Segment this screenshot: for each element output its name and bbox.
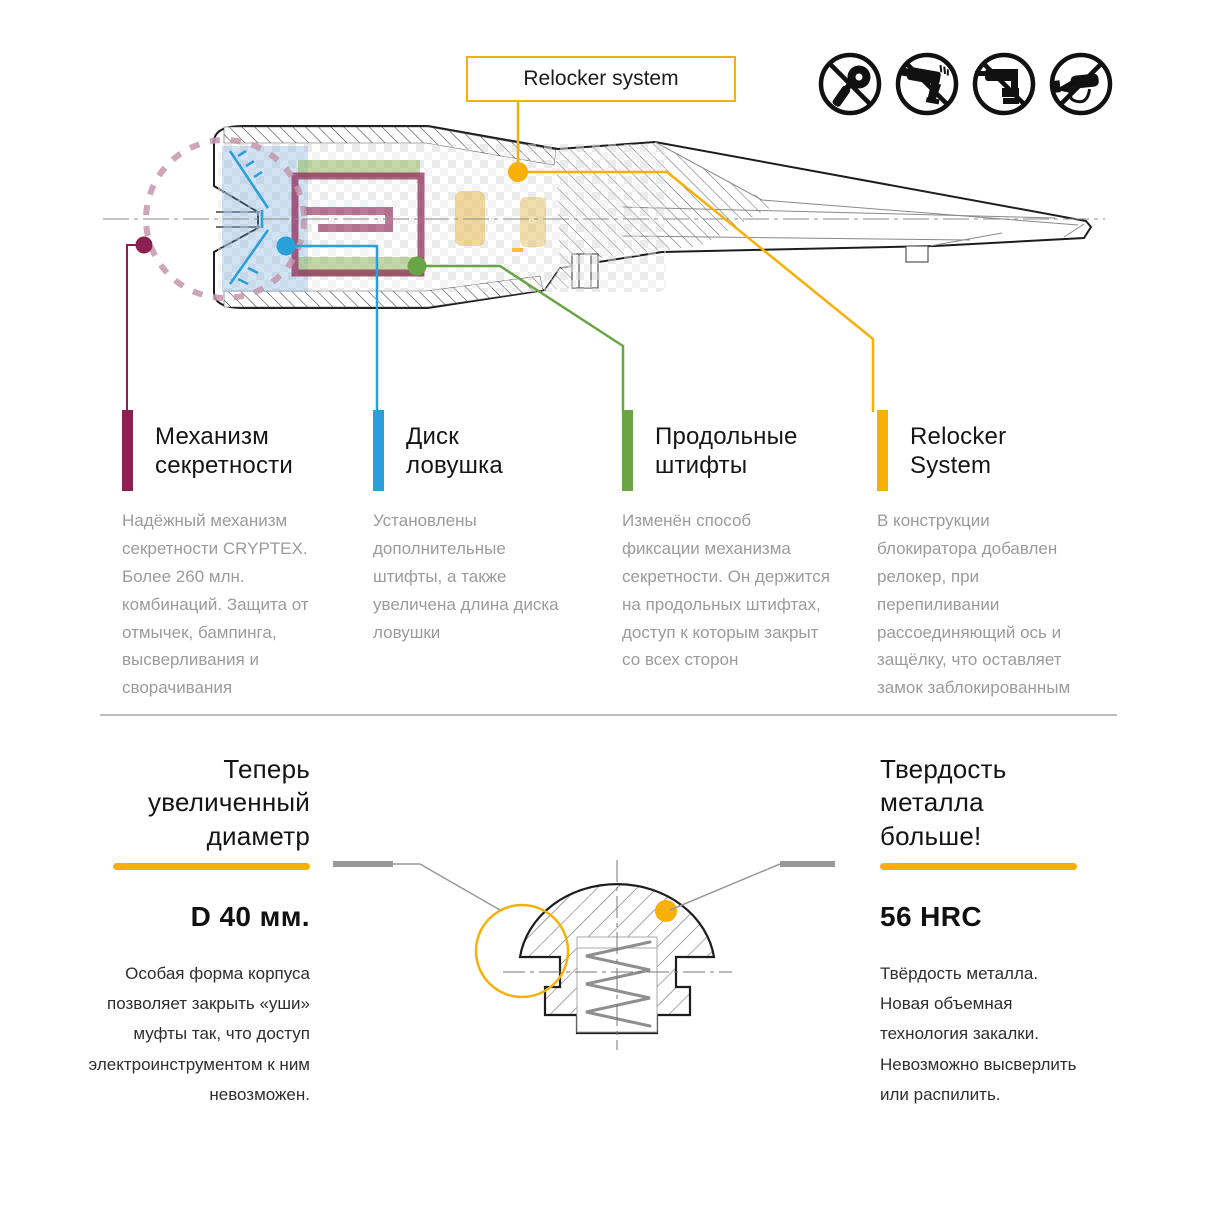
- column-text: Изменён способ фиксации механизма секретности. Он держится на продольных штифтах, доступ к которым закрыт со всех сторон: [622, 511, 830, 670]
- feature-metal-hardness: [880, 753, 1120, 1110]
- feature-column-relocker-system: [877, 410, 1093, 702]
- feature-value: D 40 мм.: [190, 900, 310, 932]
- feature-column-longitudinal-pins: [622, 410, 830, 674]
- yellow-rule: [113, 863, 310, 870]
- no-die-grinder-icon: [816, 50, 884, 118]
- yellow-rule: [880, 863, 1077, 870]
- column-text: В конструкции блокиратора добавлен релокер, при перепиливании рассоединяющий ось и защёлку, что оставляет замок заблокированным: [877, 511, 1071, 698]
- color-bar-maroon: [122, 410, 133, 491]
- column-title: Диск ловушка: [406, 423, 503, 480]
- section-divider: [100, 714, 1117, 716]
- column-title: Продольные штифты: [655, 423, 798, 480]
- hardness-dot: [655, 900, 677, 922]
- no-angle-grinder-icon: [1047, 50, 1115, 118]
- no-hammer-drill-icon: [970, 50, 1038, 118]
- prohibition-icons-row: [816, 50, 1115, 118]
- relocker-system-callout: [466, 56, 736, 102]
- relocker-system-callout-label: Relocker system: [523, 67, 679, 90]
- column-title: Relocker System: [910, 423, 1007, 480]
- feature-increased-diameter: [70, 753, 310, 1110]
- color-bar-green: [622, 410, 633, 491]
- color-bar-blue: [373, 410, 384, 491]
- feature-value: 56 HRC: [880, 900, 982, 932]
- feature-text: Особая форма корпуса позволяет закрыть «уши» муфты так, что доступ электроинструментом к ним невозможен.: [88, 963, 310, 1104]
- no-drill-icon: [893, 50, 961, 118]
- column-title: Механизм секретности: [155, 423, 293, 480]
- column-text: Установлены дополнительные штифты, а также увеличена длина диска ловушки: [373, 511, 559, 642]
- feature-title: Теперь увеличенный диаметр: [148, 754, 310, 851]
- feature-text: Твёрдость металла. Новая объемная технология закалки. Невозможно высверлить или распилить.: [880, 963, 1077, 1104]
- column-text: Надёжный механизм секретности CRYPTEX. Более 260 млн. комбинаций. Защита от отмычек, бампинга, высверливания и сворачивания: [122, 511, 309, 698]
- feature-column-trap-disk: [373, 410, 569, 646]
- pin-cross-section: [333, 860, 835, 1050]
- feature-title: Твердость металла больше!: [880, 754, 1007, 851]
- color-bar-yellow: [877, 410, 888, 491]
- feature-column-secrecy-mechanism: [122, 410, 317, 702]
